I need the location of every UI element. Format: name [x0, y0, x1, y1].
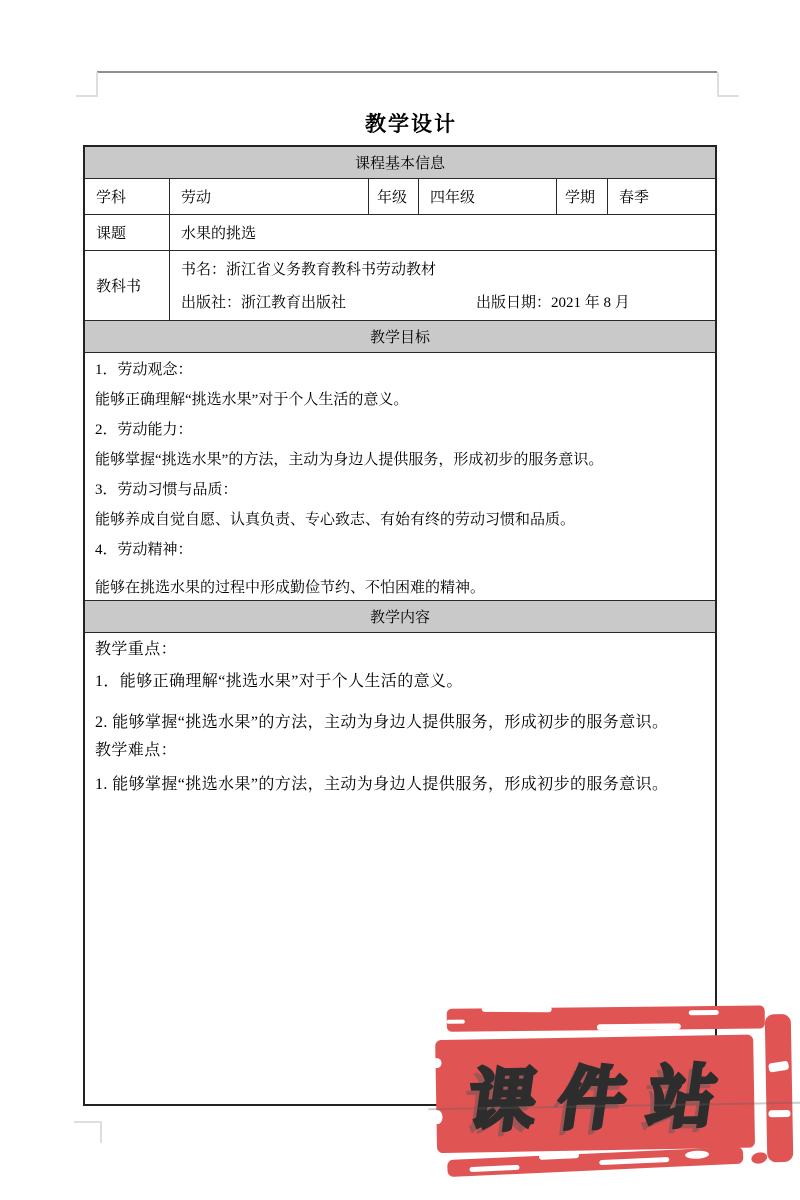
term-value-cell: 春季: [619, 190, 650, 206]
document-title: 教学设计: [365, 112, 457, 136]
textbook-book-name: 书名：浙江省义务教育教科书劳动教材: [181, 262, 437, 278]
section-header-basic-info-label: 课程基本信息: [354, 156, 445, 172]
content-line: 教学难点：: [95, 742, 178, 759]
textbook-publisher: 出版社：浙江教育出版社: [181, 295, 347, 311]
page-top-rule: [97, 71, 717, 73]
topic-row: [85, 215, 715, 251]
objective-line: 能够正确理解“挑选水果”对于个人生活的意义。: [95, 392, 409, 408]
section-header-objectives: [85, 321, 715, 353]
textbook-value-cell: [170, 251, 715, 320]
section-header-objectives-label: 教学目标: [369, 330, 430, 346]
textbook-publish-date: 出版日期：2021 年 8 月: [476, 295, 630, 311]
objective-line: 2．劳动能力：: [95, 422, 193, 438]
topic-label-cell: 课题: [85, 215, 170, 250]
objective-line: 1．劳动观念：: [95, 362, 193, 378]
objective-line: 能够掌握“挑选水果”的方法，主动为身边人提供服务，形成初步的服务意识。: [95, 452, 604, 468]
objective-line: 能够在挑选水果的过程中形成勤俭节约、不怕困难的精神。: [95, 580, 486, 596]
textbook-label-cell: 教科书: [85, 251, 170, 320]
textbook-row: [85, 251, 715, 321]
content-line: 2. 能够掌握“挑选水果”的方法，主动为身边人提供服务，形成初步的服务意识。: [95, 714, 669, 731]
stamp-top-bar: [447, 1005, 765, 1031]
lesson-plan-table: [83, 145, 717, 1106]
margin-corner-mark-top-right: [717, 72, 739, 97]
stamp-ink-dot: [750, 1151, 768, 1165]
grade-label-cell: 年级: [369, 179, 419, 214]
stamp-ink-dot: [777, 1149, 786, 1158]
stamp-right-bar: [765, 1014, 794, 1162]
objective-line: 能够养成自觉自愿、认真负责、专心致志、有始有终的劳动习惯和品质。: [95, 512, 576, 528]
basic-info-row: [85, 179, 715, 215]
objective-line: 4．劳动精神：: [95, 542, 193, 558]
term-label-cell: 学期: [557, 179, 608, 214]
margin-corner-mark-bottom-left: [74, 1121, 102, 1143]
objectives-body: [85, 353, 715, 601]
stamp-text: 课件站: [462, 1058, 744, 1140]
topic-value-cell: 水果的挑选: [181, 226, 257, 242]
kejianzhan-stamp: [435, 1001, 796, 1175]
section-header-content-label: 教学内容: [369, 610, 430, 626]
section-header-content: [85, 601, 715, 633]
objective-line: 3．劳动习惯与品质：: [95, 482, 238, 498]
subject-label-cell: 学科: [85, 179, 170, 214]
margin-corner-mark-top-left: [76, 72, 98, 97]
grade-value-cell: 四年级: [419, 179, 557, 214]
content-line: 1. 能够掌握“挑选水果”的方法，主动为身边人提供服务，形成初步的服务意识。: [95, 776, 669, 793]
content-line: 教学重点：: [95, 641, 178, 658]
section-header-basic-info: [85, 147, 715, 179]
content-line: 1．能够正确理解“挑选水果”对于个人生活的意义。: [95, 673, 463, 690]
subject-value-cell: 劳动: [170, 179, 369, 214]
